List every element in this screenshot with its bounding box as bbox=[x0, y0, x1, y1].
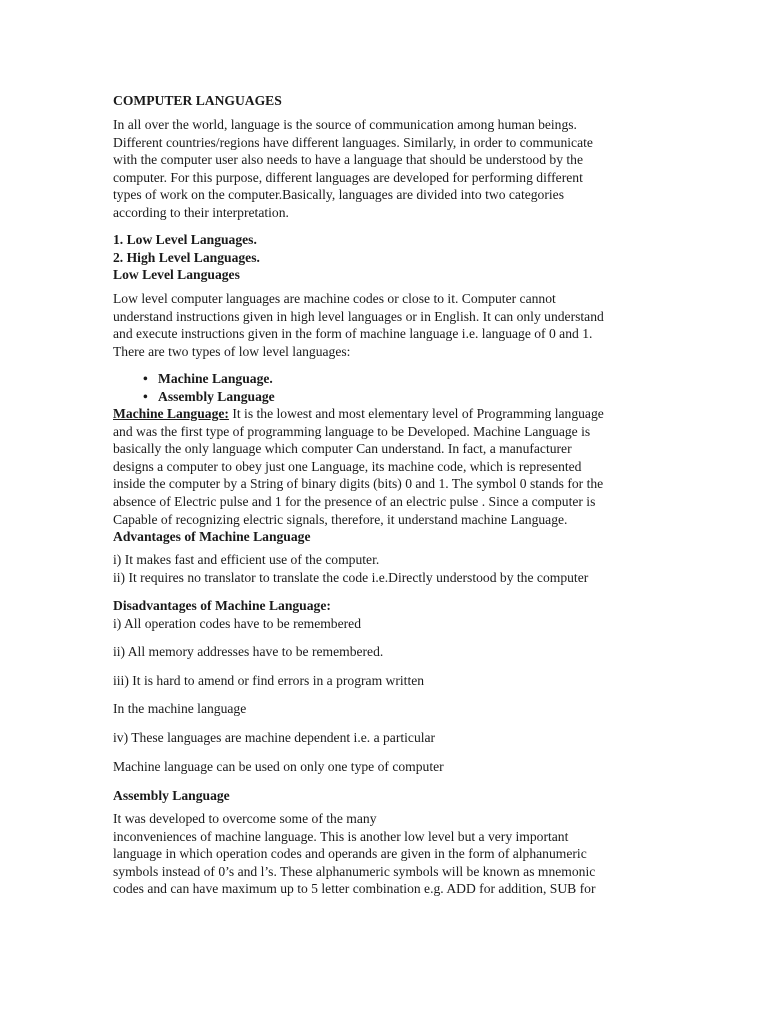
list-item: ii) It requires no translator to translate the code i.e.Directly understood by the computer bbox=[113, 569, 589, 585]
list-item: • Assembly Language bbox=[140, 388, 275, 406]
section-heading-low-level: Low Level Languages bbox=[113, 267, 240, 283]
text-line: inconveniences of machine language. This is another low level but a very important bbox=[113, 828, 569, 844]
text-line: Different countries/regions have different languages. Similarly, in order to communicate bbox=[113, 134, 593, 150]
text-line: Low level computer languages are machine codes or close to it. Computer cannot bbox=[113, 291, 556, 306]
machine-language-paragraph bbox=[113, 405, 643, 546]
text-line: inside the computer by a String of binary digits (bits) 0 and 1. The symbol 0 stands for the bbox=[113, 476, 604, 492]
text-line: symbols instead of 0’s and l’s. These alphanumeric symbols will be known as mnemonic bbox=[113, 863, 596, 879]
category-item: 2. High Level Languages. bbox=[113, 249, 260, 265]
text-line: with the computer user also needs to have a language that should be understood by the bbox=[113, 152, 583, 168]
text-line: according to their interpretation. bbox=[113, 204, 289, 220]
low-level-paragraph bbox=[113, 290, 643, 360]
list-item: i) All operation codes have to be remembered bbox=[113, 615, 361, 631]
text-line: types of work on the computer.Basically, languages are divided into two categories bbox=[113, 187, 564, 203]
list-item: iv) These languages are machine dependent i.e. a particular bbox=[113, 730, 436, 745]
assembly-paragraph bbox=[113, 810, 643, 898]
list-item: i) It makes fast and efficient use of the computer. bbox=[113, 552, 380, 567]
section-heading-assembly: Assembly Language bbox=[113, 788, 230, 803]
list-item: iii) It is hard to amend or find errors in a program written bbox=[113, 673, 425, 688]
category-list bbox=[113, 231, 643, 284]
text-line: language in which operation codes and operands are given in the form of alphanumeric bbox=[113, 846, 587, 862]
text-line: and execute instructions given in the form of machine language i.e. language of 0 and 1. bbox=[113, 326, 593, 342]
text-line: and was the first type of programming language to be Developed. Machine Language is bbox=[113, 423, 591, 439]
advantages-heading: Advantages of Machine Language bbox=[113, 529, 311, 545]
advantages-list bbox=[113, 551, 643, 586]
text-line: computer. For this purpose, different languages are developed for performing different bbox=[113, 169, 583, 185]
list-item: In the machine language bbox=[113, 701, 247, 716]
list-item: • Machine Language. bbox=[140, 370, 275, 388]
text-line bbox=[113, 405, 643, 423]
machine-language-intro: It is the lowest and most elementary level of Programming language bbox=[228, 406, 604, 421]
category-item: 1. Low Level Languages. bbox=[113, 232, 257, 247]
text-line: designs a computer to obey just one Language, its machine code, which is represented bbox=[113, 458, 582, 474]
text-line: basically the only language which computer Can understand. In fact, a manufacturer bbox=[113, 441, 572, 457]
text-line: There are two types of low level languages: bbox=[113, 343, 351, 359]
text-line: absence of Electric pulse and 1 for the presence of an electric pulse . Since a computer is bbox=[113, 493, 596, 509]
intro-paragraph bbox=[113, 116, 643, 222]
text-line: codes and can have maximum up to 5 letter combination e.g. ADD for addition, SUB for bbox=[113, 881, 596, 897]
disadvantages-section bbox=[113, 597, 643, 632]
text-line: It was developed to overcome some of the many bbox=[113, 811, 377, 826]
page-title: COMPUTER LANGUAGES bbox=[113, 93, 282, 108]
text-line: understand instructions given in high level languages or in English. It can only understand bbox=[113, 308, 604, 324]
list-item: ii) All memory addresses have to be remembered. bbox=[113, 644, 384, 659]
machine-language-label: Machine Language: bbox=[113, 406, 229, 421]
text-line: In all over the world, language is the source of communication among human beings. bbox=[113, 117, 577, 132]
text-line: Capable of recognizing electric signals, therefore, it understand machine Language. bbox=[113, 511, 568, 527]
low-level-types-list bbox=[140, 370, 275, 405]
list-item: Machine language can be used on only one type of computer bbox=[113, 759, 444, 774]
disadvantages-heading: Disadvantages of Machine Language: bbox=[113, 598, 331, 613]
